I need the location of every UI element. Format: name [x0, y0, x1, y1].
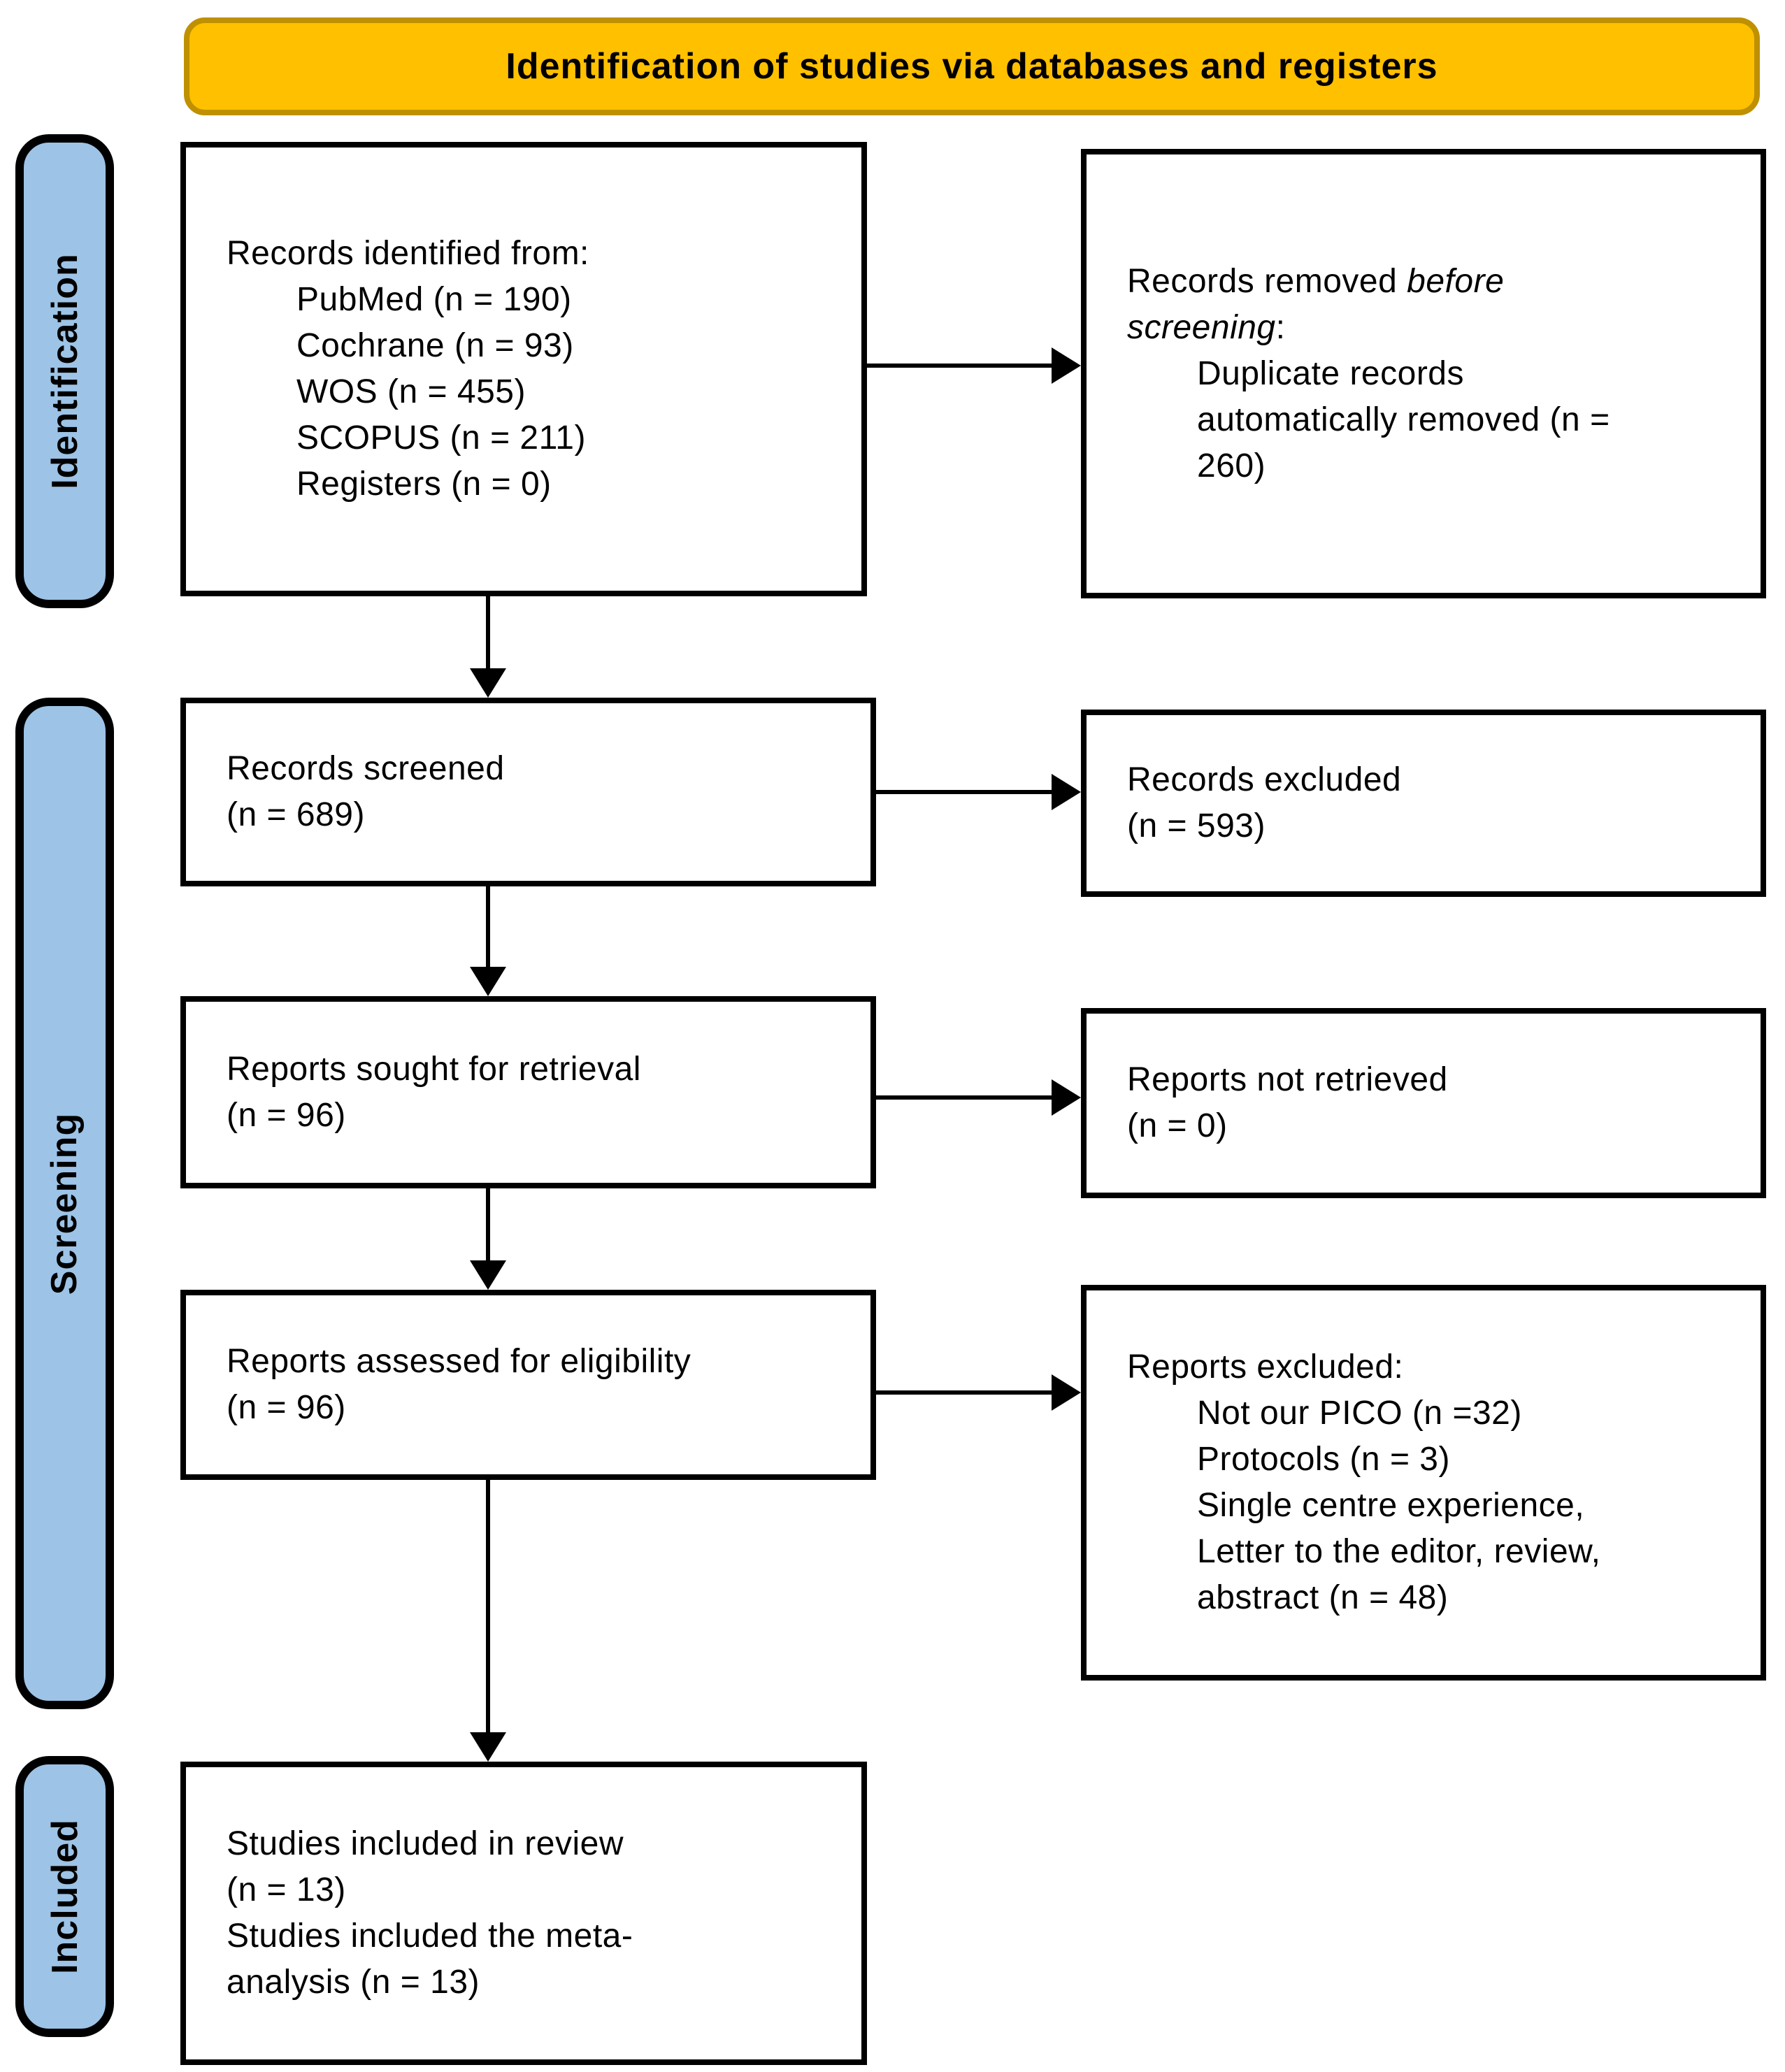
arrow-identified-to-removed [867, 347, 1081, 384]
records-screened-line1: Records screened [227, 750, 505, 787]
records-identified-item: WOS (n = 455) [296, 373, 526, 410]
records-removed-text: Records removed [1127, 262, 1407, 300]
arrow-screened-to-excluded [876, 774, 1081, 810]
box-records-identified [180, 142, 867, 596]
records-excluded-line2: (n = 593) [1127, 807, 1266, 844]
reports-excluded-item: Protocols (n = 3) [1197, 1441, 1450, 1478]
records-removed-italic: screening [1127, 308, 1276, 346]
studies-included-line: Studies included in review [227, 1825, 624, 1862]
banner-title: Identification of studies via databases and registers [184, 17, 1760, 115]
records-excluded-line1: Records excluded [1127, 761, 1402, 798]
arrow-right-icon [1052, 774, 1081, 810]
records-removed-detail-line: automatically removed (n = [1197, 401, 1610, 438]
arrow-shaft [486, 1480, 490, 1738]
records-removed-detail-line: 260) [1197, 447, 1266, 484]
arrow-sought-to-assessed [470, 1188, 506, 1290]
arrow-down-icon [470, 1260, 506, 1290]
records-identified-item: Registers (n = 0) [296, 466, 552, 503]
records-removed-detail-line: Duplicate records [1197, 354, 1464, 392]
arrow-down-icon [470, 1732, 506, 1762]
stage-label-included: Included [44, 1819, 85, 1974]
records-screened-line2: (n = 689) [227, 796, 365, 833]
arrow-down-icon [470, 967, 506, 996]
studies-included-line: analysis (n = 13) [227, 1964, 480, 2001]
records-identified-item: Cochrane (n = 93) [296, 327, 574, 364]
box-records-screened [180, 698, 876, 886]
arrow-shaft [486, 886, 490, 972]
reports-not-retrieved-line2: (n = 0) [1127, 1107, 1228, 1144]
box-records-removed [1081, 149, 1766, 598]
arrow-shaft [486, 1188, 490, 1266]
reports-sought-line2: (n = 96) [227, 1096, 346, 1134]
reports-excluded-intro: Reports excluded: [1127, 1348, 1404, 1386]
stage-label-screening: Screening [44, 1112, 85, 1295]
box-studies-included [180, 1762, 867, 2065]
records-identified-intro: Records identified from: [227, 235, 589, 272]
records-removed-italic: before [1407, 262, 1505, 300]
arrow-sought-to-not-retrieved [876, 1079, 1081, 1116]
records-identified-item: SCOPUS (n = 211) [296, 419, 586, 456]
studies-included-line: Studies included the meta- [227, 1918, 633, 1955]
arrow-shaft [876, 790, 1057, 794]
reports-excluded-item: abstract (n = 48) [1197, 1579, 1449, 1616]
arrow-identified-to-screened [470, 596, 506, 698]
records-removed-intro-line2 [1127, 305, 1742, 351]
reports-assessed-line2: (n = 96) [227, 1389, 346, 1426]
arrow-shaft [486, 596, 490, 674]
records-removed-text: : [1275, 308, 1286, 346]
box-reports-sought [180, 996, 876, 1188]
arrow-screened-to-sought [470, 886, 506, 996]
records-removed-intro-line1 [1127, 259, 1742, 305]
box-reports-not-retrieved [1081, 1008, 1766, 1198]
reports-assessed-line1: Reports assessed for eligibility [227, 1343, 691, 1380]
arrow-shaft [867, 364, 1057, 368]
arrow-right-icon [1052, 1374, 1081, 1411]
reports-excluded-item: Letter to the editor, review, [1197, 1533, 1601, 1570]
stage-bar-screening [15, 698, 114, 1709]
stage-bar-identification [15, 134, 114, 608]
reports-not-retrieved-line1: Reports not retrieved [1127, 1061, 1448, 1098]
box-reports-excluded [1081, 1285, 1766, 1681]
arrow-shaft [876, 1095, 1057, 1100]
arrow-down-icon [470, 668, 506, 698]
stage-label-identification: Identification [44, 253, 85, 489]
studies-included-line: (n = 13) [227, 1871, 346, 1908]
box-records-excluded [1081, 710, 1766, 897]
reports-sought-line1: Reports sought for retrieval [227, 1050, 641, 1088]
arrow-assessed-to-included [470, 1480, 506, 1762]
arrow-right-icon [1052, 1079, 1081, 1116]
arrow-assessed-to-excluded [876, 1374, 1081, 1411]
arrow-shaft [876, 1390, 1057, 1395]
records-identified-item: PubMed (n = 190) [296, 281, 572, 318]
arrow-right-icon [1052, 347, 1081, 384]
reports-excluded-item: Single centre experience, [1197, 1487, 1585, 1524]
reports-excluded-item: Not our PICO (n =32) [1197, 1395, 1522, 1432]
stage-bar-included [15, 1756, 114, 2037]
box-reports-assessed [180, 1290, 876, 1480]
